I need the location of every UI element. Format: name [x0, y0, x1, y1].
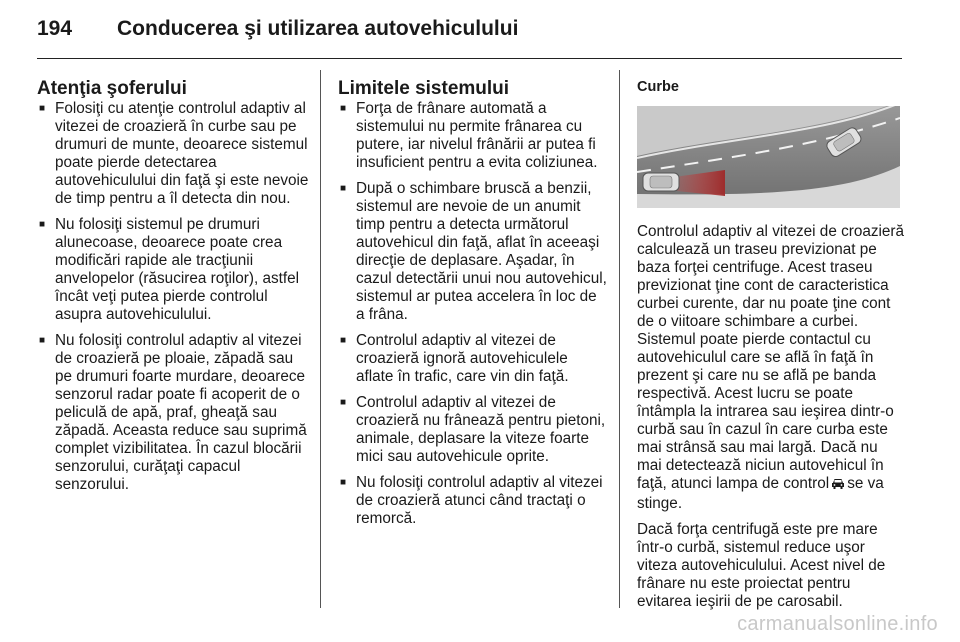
- list-item: ■ Nu folosiţi controlul adaptiv al vitezei de croazieră atunci când tractaţi o remorcă.: [338, 474, 608, 528]
- bullet-list: [338, 100, 608, 528]
- curve-illustration: [637, 106, 900, 208]
- page-number: 194: [37, 17, 73, 40]
- list-item: ■ După o schimbare bruscă a benzii, sistemul are nevoie de un anumit timp pentru a detecta următorul autovehicul din faţă, aflat în aceeaşi direcţie de deplasare. Aşadar, în cazul detectării unui nou autovehicul, sistemul ar putea accelera în loc de a frâna.: [338, 180, 608, 324]
- bullet-list: [37, 100, 309, 494]
- column-driver-attention: [37, 78, 309, 502]
- car-front-icon: [831, 477, 845, 495]
- list-item: ■ Nu folosiţi controlul adaptiv al vitezei de croazieră pe ploaie, zăpadă sau pe drumuri foarte murdare, deoarece senzorul radar poate fi acoperit de o peliculă de apă, praf, gheaţă sau zăpadă. Aceasta reduce sau suprimă complet vizibilitatea. În cazul blocării senzorului, curăţaţi capacul senzorului.: [37, 332, 309, 494]
- list-item: ■ Controlul adaptiv al vitezei de croazieră nu frânează pentru pietoni, animale, deplasare la viteze foarte mici sau autovehicule oprite.: [338, 394, 608, 466]
- paragraph-text: se va stinge.: [637, 475, 884, 512]
- list-item: ■ Forţa de frânare automată a sistemului nu permite frânarea cu putere, iar nivelul frânării ar putea fi insuficient pentru a evita coliziunea.: [338, 100, 608, 172]
- column-curves: [637, 78, 905, 619]
- page-title: Conducerea şi utilizarea autovehiculului: [117, 17, 519, 40]
- column-divider: [619, 70, 620, 608]
- section-heading: Limitele sistemului: [338, 78, 510, 99]
- list-item: ■ Folosiţi cu atenţie controlul adaptiv al vitezei de croazieră în curbe sau pe drumuri de munte, deoarece sistemul poate pierde detectarea autovehiculului din faţă şi este nevoie de timp pentru a îl detecta din nou.: [37, 100, 309, 208]
- paragraph-text: Controlul adaptiv al vitezei de croazieră calculează un traseu previzionat pe baza forţei centrifuge. Acest traseu previzionat ţine cont de caracteristica curbei curente, dar nu poate ţine cont de o viitoare schimbare a curbei. Sistemul poate pierde contactul cu autovehiculul care se află în faţă în prezent şi care nu se află pe banda respectivă. Acest lucru se poate întâmpla la intrarea sau ieşirea dintr-o curbă sau în cazul în care curba este mai strânsă sau mai largă. Dacă nu mai detectează niciun autovehicul în faţă, atunci lampa de control: [637, 223, 904, 492]
- list-item: ■ Nu folosiţi sistemul pe drumuri alunecoase, deoarece poate crea modificări rapide ale tracţiunii anvelopelor (răsucirea roţilor), astfel încât veţi putea pierde controlul asupra autovehiculului.: [37, 216, 309, 324]
- header-rule: [37, 58, 902, 59]
- paragraph: [637, 223, 905, 513]
- watermark-text: carmanualsonline.info: [737, 613, 938, 635]
- list-item: ■ Controlul adaptiv al vitezei de croazieră ignoră autovehiculele aflate în trafic, care vin din faţă.: [338, 332, 608, 386]
- paragraph: Dacă forţa centrifugă este pre mare într-o curbă, sistemul reduce uşor viteza autovehiculului. Acest nivel de frânare nu este proiectat pentru evitarea ieşirii de pe carosabil.: [637, 521, 886, 610]
- section-heading: Atenţia şoferului: [37, 78, 187, 99]
- column-system-limits: [338, 78, 608, 536]
- section-heading: Curbe: [637, 79, 679, 95]
- page-header: [37, 12, 518, 46]
- curve-diagram-image: [637, 106, 900, 208]
- column-divider: [320, 70, 321, 608]
